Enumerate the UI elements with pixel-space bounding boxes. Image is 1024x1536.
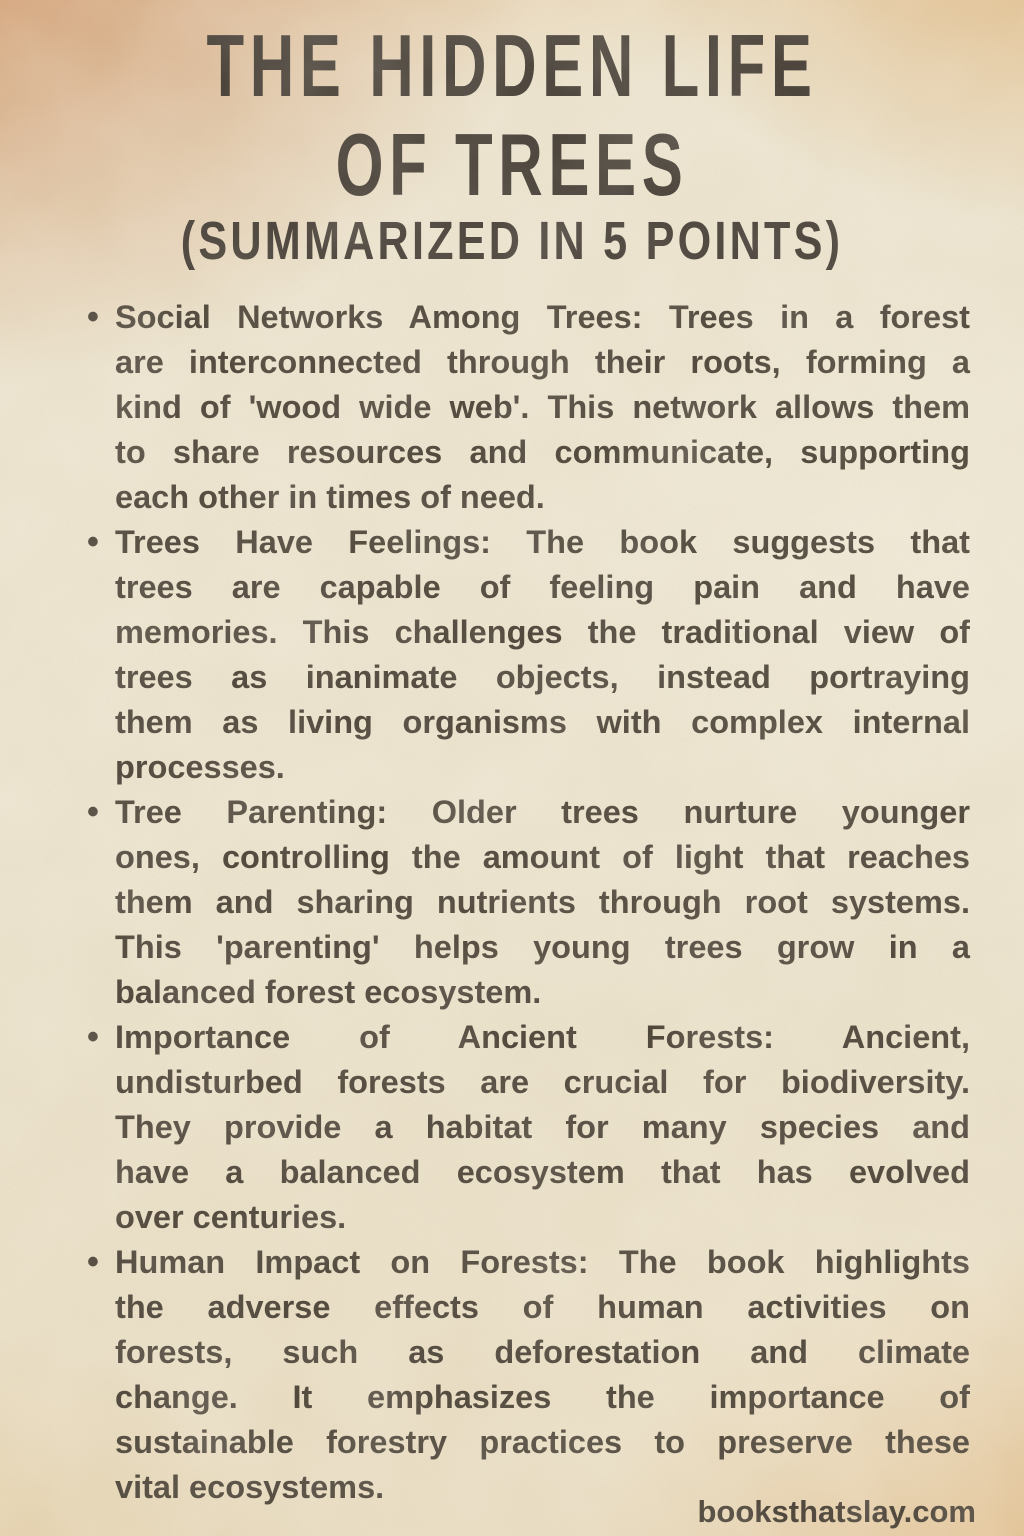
- list-item: [87, 1015, 970, 1240]
- bullet-line: change. It emphasizes the importance of: [115, 1379, 970, 1415]
- watermark-site-name: booksthatslay.com: [697, 1494, 976, 1529]
- list-item: [87, 790, 970, 1015]
- bullet-line: vital ecosystems.: [115, 1469, 385, 1505]
- bullet-line: Human Impact on Forests: The book highlights: [115, 1244, 970, 1280]
- bullet-line: them as living organisms with complex internal: [115, 704, 970, 740]
- bullet-line: kind of 'wood wide web'. This network allows them: [115, 389, 970, 425]
- bullet-line: processes.: [115, 749, 285, 785]
- bullet-line: ones, controlling the amount of light that reaches: [115, 839, 970, 875]
- bullet-line: to share resources and communicate, supporting: [115, 434, 970, 470]
- list-item: [87, 520, 970, 790]
- title-line-2: OF TREES: [335, 115, 689, 214]
- bullet-dot-icon: •: [87, 298, 99, 336]
- bullet-line: Trees Have Feelings: The book suggests that: [115, 524, 970, 560]
- bullet-dot-icon: •: [87, 1243, 99, 1281]
- list-item: [87, 1240, 970, 1510]
- bullet-line: Importance of Ancient Forests: Ancient,: [115, 1019, 970, 1055]
- bullet-line: over centuries.: [115, 1199, 347, 1235]
- bullet-line: Tree Parenting: Older trees nurture younger: [115, 794, 970, 830]
- bullet-line: are interconnected through their roots, forming a: [115, 344, 970, 380]
- list-item: [87, 295, 970, 520]
- bullet-line: them and sharing nutrients through root systems.: [115, 884, 970, 920]
- bullet-line: have a balanced ecosystem that has evolved: [115, 1154, 970, 1190]
- bullet-line: the adverse effects of human activities on: [115, 1289, 970, 1325]
- bullet-line: undisturbed forests are crucial for biodiversity.: [115, 1064, 970, 1100]
- page-title: [0, 0, 1024, 213]
- bullet-line: forests, such as deforestation and climate: [115, 1334, 970, 1370]
- bullet-line: balanced forest ecosystem.: [115, 974, 542, 1010]
- bullet-dot-icon: •: [87, 523, 99, 561]
- bullet-line: sustainable forestry practices to preserve these: [115, 1424, 970, 1460]
- subtitle: (SUMMARIZED IN 5 POINTS): [180, 211, 844, 271]
- bullet-line: each other in times of need.: [115, 479, 545, 515]
- bullet-line: memories. This challenges the traditional view of: [115, 614, 970, 650]
- bullet-dot-icon: •: [87, 793, 99, 831]
- bullet-line: Social Networks Among Trees: Trees in a forest: [115, 299, 970, 335]
- title-line-1: THE HIDDEN LIFE: [206, 16, 818, 115]
- bullet-line: They provide a habitat for many species and: [115, 1109, 970, 1145]
- bullet-line: trees are capable of feeling pain and have: [115, 569, 970, 605]
- bullet-line: trees as inanimate objects, instead portraying: [115, 659, 970, 695]
- bullet-line: This 'parenting' helps young trees grow in a: [115, 929, 970, 965]
- poster-header: [0, 0, 1024, 269]
- summary-list: [0, 295, 1024, 1510]
- bullet-dot-icon: •: [87, 1018, 99, 1056]
